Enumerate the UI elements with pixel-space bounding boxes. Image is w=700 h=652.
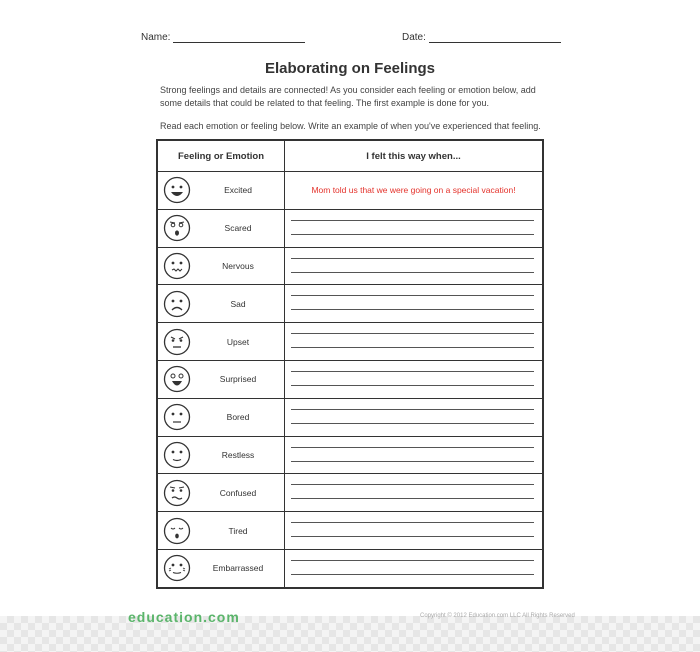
feelings-table: [156, 139, 544, 589]
writing-line: [291, 295, 534, 296]
date-field: [402, 32, 561, 43]
upset-face-icon: [163, 328, 191, 356]
table-row: [157, 323, 543, 361]
writing-line: [291, 423, 534, 424]
name-label: Name:: [141, 32, 171, 43]
table-row: [157, 360, 543, 398]
writing-line: [291, 536, 534, 537]
answer-writing-area[interactable]: [285, 247, 544, 285]
answer-writing-area[interactable]: [285, 436, 544, 474]
answer-writing-area[interactable]: [285, 323, 544, 361]
writing-line: [291, 447, 534, 448]
table-row: [157, 436, 543, 474]
feeling-cell: [157, 247, 285, 285]
instructions-text: Read each emotion or feeling below. Write an example of when you've experienced that feeling.: [160, 121, 541, 131]
writing-line: [291, 309, 534, 310]
intro-text: Strong feelings and details are connected! As you consider each feeling or emotion below, add some details that could be related to that feeling. The first example is done for you.: [160, 85, 536, 108]
writing-line: [291, 461, 534, 462]
education-logo: education.com: [128, 609, 240, 625]
feeling-label: Surprised: [219, 374, 257, 385]
feeling-cell: [157, 285, 285, 323]
writing-line: [291, 371, 534, 372]
writing-line: [291, 234, 534, 235]
background-pattern: [0, 616, 700, 652]
writing-line: [291, 409, 534, 410]
table-row: [157, 247, 543, 285]
date-label: Date:: [402, 32, 426, 43]
writing-line: [291, 272, 534, 273]
feeling-cell: [157, 172, 285, 210]
copyright-text: Copyright © 2012 Education.com LLC All Rights Reserved: [420, 613, 575, 619]
feeling-label: Excited: [224, 185, 252, 196]
table-row: [157, 549, 543, 587]
feeling-cell: [157, 360, 285, 398]
table-row: [157, 474, 543, 512]
writing-line: [291, 347, 534, 348]
writing-line: [291, 258, 534, 259]
table-row: [157, 209, 543, 247]
scared-face-icon: [163, 214, 191, 242]
table-row: [157, 285, 543, 323]
name-field: [141, 32, 305, 43]
answer-writing-area[interactable]: [285, 360, 544, 398]
confused-face-icon: [163, 479, 191, 507]
embarrassed-face-icon: [163, 554, 191, 582]
answer-writing-area[interactable]: [285, 209, 544, 247]
example-answer: Mom told us that we were going on a special vacation!: [311, 185, 516, 196]
writing-line: [291, 385, 534, 386]
feeling-cell: [157, 436, 285, 474]
feeling-label: Scared: [224, 223, 252, 234]
bored-face-icon: [163, 403, 191, 431]
answer-writing-area[interactable]: [285, 285, 544, 323]
page-title: Elaborating on Feelings: [264, 60, 436, 77]
writing-line: [291, 560, 534, 561]
restless-face-icon: [163, 441, 191, 469]
writing-line: [291, 484, 534, 485]
excited-face-icon: [163, 176, 191, 204]
feeling-label: Embarrassed: [212, 563, 264, 574]
feeling-cell: [157, 474, 285, 512]
table-row: [157, 398, 543, 436]
feeling-cell: [157, 512, 285, 550]
feeling-label: Bored: [226, 412, 250, 423]
example-column-header: I felt this way when...: [285, 140, 544, 172]
writing-line: [291, 574, 534, 575]
feeling-cell: [157, 209, 285, 247]
sad-face-icon: [163, 290, 191, 318]
surprised-face-icon: [163, 365, 191, 393]
table-row: [157, 172, 543, 210]
writing-line: [291, 498, 534, 499]
feeling-label: Nervous: [222, 260, 254, 271]
feeling-label: Restless: [221, 449, 255, 460]
answer-writing-area[interactable]: [285, 512, 544, 550]
date-blank-line: [429, 32, 561, 43]
tired-face-icon: [163, 517, 191, 545]
feeling-cell: [157, 323, 285, 361]
answer-writing-area[interactable]: [285, 398, 544, 436]
feeling-label: Confused: [219, 487, 257, 498]
writing-line: [291, 333, 534, 334]
answer-writing-area[interactable]: [285, 549, 544, 587]
nervous-face-icon: [163, 252, 191, 280]
feeling-cell: [157, 398, 285, 436]
answer-writing-area[interactable]: [285, 474, 544, 512]
feeling-label: Sad: [230, 298, 246, 309]
table-row: [157, 512, 543, 550]
feeling-label: Tired: [228, 525, 248, 536]
feeling-column-header: Feeling or Emotion: [157, 140, 285, 172]
feeling-label: Upset: [226, 336, 250, 347]
writing-line: [291, 220, 534, 221]
example-cell: [285, 172, 544, 210]
name-blank-line: [173, 32, 305, 43]
table-header-row: [157, 140, 543, 172]
writing-line: [291, 522, 534, 523]
feeling-cell: [157, 549, 285, 587]
